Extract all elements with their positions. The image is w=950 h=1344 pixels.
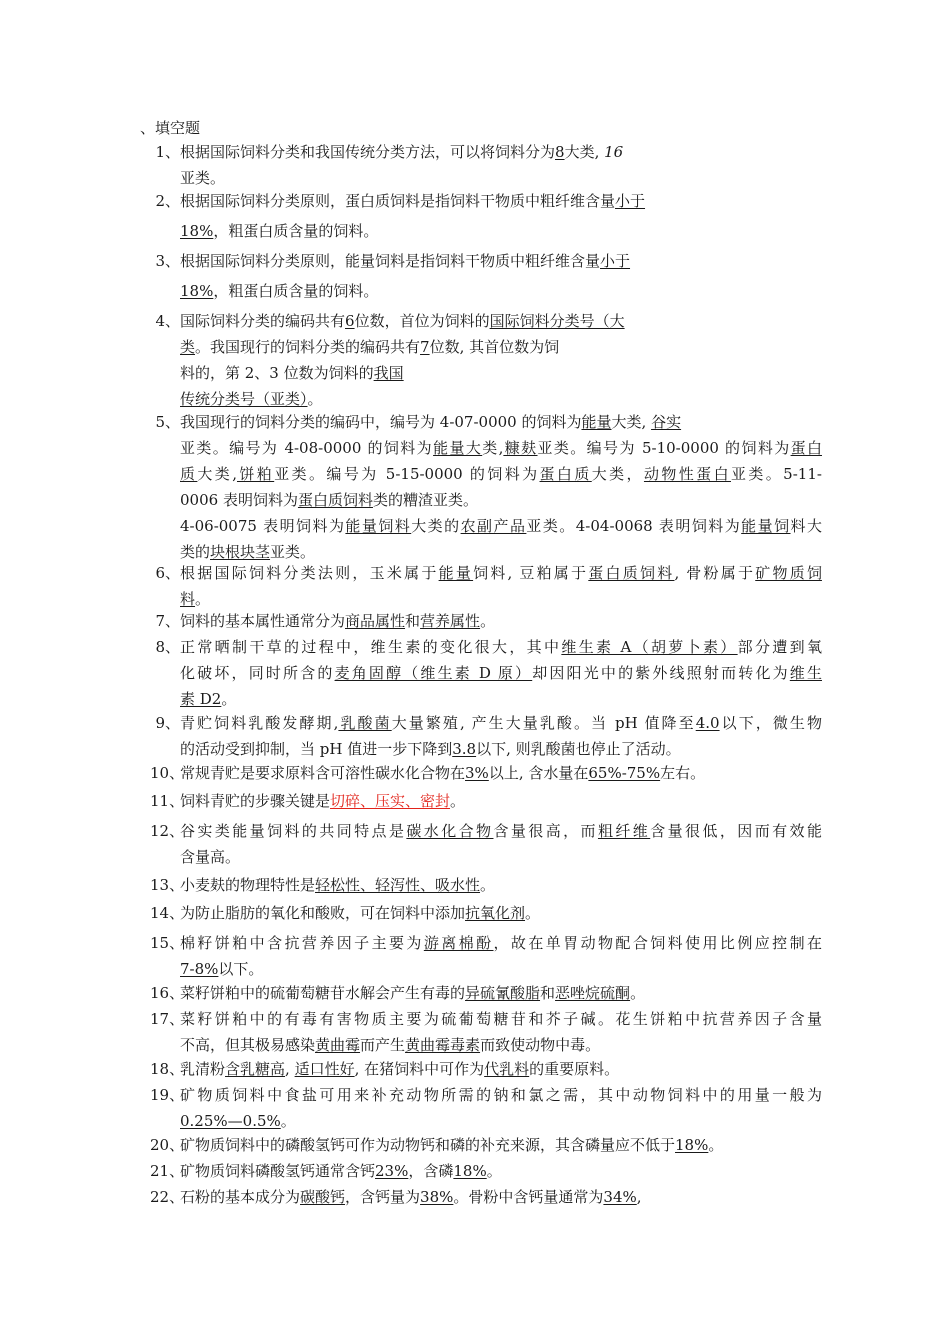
answer-blank: 34% xyxy=(603,1188,637,1206)
question-number: 2、 xyxy=(155,192,180,210)
answer-blank: 3% xyxy=(465,764,489,782)
answer-blank: 饼粕 xyxy=(236,465,275,483)
question-number: 10、 xyxy=(150,764,185,782)
answer-blank: 商品属性 xyxy=(345,612,406,630)
answer-blank: 矿物质饲 xyxy=(755,564,822,582)
question-number: 6、 xyxy=(155,564,180,582)
answer-blank: 18% xyxy=(675,1136,709,1154)
answer-blank: 4.0 xyxy=(695,714,720,732)
answer-blank: 抗氧化剂 xyxy=(465,904,526,922)
question-number: 21、 xyxy=(150,1162,185,1180)
answer-blank: 18% xyxy=(180,222,214,240)
answer-blank: 黄曲霉毒素 xyxy=(405,1036,481,1054)
answer-blank: 6 xyxy=(345,312,355,330)
answer-blank: 恶唑烷硫酮 xyxy=(555,984,631,1002)
answer-blank: 蛋白质 xyxy=(539,465,592,483)
answer-blank: 18% xyxy=(180,282,214,300)
answer-blank: 23% xyxy=(375,1162,409,1180)
question-number: 16、 xyxy=(150,984,185,1002)
question-number: 12、 xyxy=(150,822,185,840)
answer-blank: 7-8% xyxy=(180,960,219,978)
answer-blank: 黄曲霉 xyxy=(315,1036,361,1054)
section-title: 、填空题 xyxy=(140,119,201,137)
answer-blank: 能量饲 xyxy=(741,517,791,535)
answer-blank: 糠麸 xyxy=(503,439,538,457)
answer-blank: 0.25%—0.5% xyxy=(180,1112,281,1130)
answer-blank: 块根块茎 xyxy=(210,543,271,561)
answer-blank: 粗纤维 xyxy=(597,822,651,840)
answer-blank: 维生 xyxy=(789,664,822,682)
question-number: 7、 xyxy=(155,612,180,630)
answer-blank: 蛋白 xyxy=(790,439,822,457)
answer-blank: 国际饲料分类号（大 xyxy=(489,312,625,330)
answer-blank: 18% xyxy=(453,1162,487,1180)
answer-blank: 轻松性、轻泻性、吸水性 xyxy=(315,876,481,894)
answer-blank: 农副产品 xyxy=(460,517,527,535)
question-number: 15、 xyxy=(150,934,185,952)
answer-blank: 适口性好 xyxy=(294,1060,355,1078)
answer-blank: 麦角固醇（维生素 D 原） xyxy=(334,664,533,682)
answer-blank: 能量 xyxy=(581,413,612,431)
answer-blank: 碳酸钙 xyxy=(300,1188,346,1206)
question-number: 14、 xyxy=(150,904,185,922)
question-number: 9、 xyxy=(155,714,180,732)
question-number: 13、 xyxy=(150,876,185,894)
question-number: 18、 xyxy=(150,1060,185,1078)
question-number: 1、 xyxy=(155,143,180,161)
answer-blank: 谷实 xyxy=(651,413,682,431)
question-number: 5、 xyxy=(155,413,180,431)
answer-blank: 异硫氰酸脂 xyxy=(465,984,541,1002)
question-number: 3、 xyxy=(155,252,180,270)
question-number: 20、 xyxy=(150,1136,185,1154)
answer-blank: 7 xyxy=(420,338,430,356)
answer-blank: 蛋白质饲料 xyxy=(297,491,373,509)
question-number: 22、 xyxy=(150,1188,185,1206)
answer-blank: 切碎、压实、密封 xyxy=(330,792,451,810)
answer-blank: 代乳料 xyxy=(484,1060,530,1078)
answer-blank: 维生素 A（胡萝卜素） xyxy=(561,638,738,656)
answer-blank: 65%-75% xyxy=(588,764,661,782)
answer-blank: 乳酸菌 xyxy=(338,714,392,732)
answer-blank: 蛋白质饲料 xyxy=(588,564,675,582)
answer-blank: 碳水化合物 xyxy=(406,822,494,840)
answer-blank: 小于 xyxy=(600,252,631,270)
answer-blank: 能量 xyxy=(438,564,474,582)
question-number: 11、 xyxy=(150,792,185,810)
answer-blank: 3.8 xyxy=(452,740,477,758)
answer-blank: 游离棉酚 xyxy=(423,934,494,952)
answer-blank: 小于 xyxy=(615,192,646,210)
question-number: 17、 xyxy=(150,1010,185,1028)
answer-blank: 营养属性 xyxy=(420,612,481,630)
answer-blank: 我国 xyxy=(373,364,404,382)
answer-blank: 38% xyxy=(420,1188,454,1206)
answer-blank: 8 xyxy=(555,143,565,161)
document-page: 、填空题 1、 根据国际饲料分类和我国传统分类方法，可以将饲料分为8大类, 16 亚类。 2、 根据国际饲料分类原则，蛋白质饲料是指饲料干物质中粗纤维含量小于 18%，粗蛋白质含量的饲料。 3、 根据国际饲料分类原则，能量饲料是指饲料干物质中粗纤维含量小于 18%，粗蛋白质含量的饲料。 4、 国际饲料分类的编码共有6位数，首位为饲料的国际饲料分类号（大 类。我国现行的饲料分类的编码共有7位数, 其首位数为饲 料的，第 2、3 位数为饲料的我国 传统分类号（亚类）。 5、 我国现行的饲料分类的编码中，编号为 4-07-0000 的饲料为能量大类, 谷实 亚类。编号为 4-08-0000 的饲料为能量大类,糠麸亚类。编号为 5-10-0000 的饲料为蛋白 质大类,饼粕亚类。编号为 5-15-0000 的饲料为蛋白质大类，动物性蛋白亚类。5-11- 0006 表明饲料为蛋白质饲料类的糟渣亚类。 4-06-0075 表明饲料为能量饲料大类的农副产品亚类。4-04-0068 表明饲料为能量饲料大 类的块根块茎亚类。 6、 根据国际饲料分类法则，玉米属于能量饲料, 豆粕属于蛋白质饲料, 骨粉属于矿物质饲 料。 7、 饲料的基本属性通常分为商品属性和营养属性。 8、 正常晒制干草的过程中，维生素的变化很大，其中维生素 A（胡萝卜素）部分遭到氧 化破坏，同时所含的麦角固醇（维生素 D 原）却因阳光中的紫外线照射而转化为维生 素 D2。 9、 青贮饲料乳酸发酵期,乳酸菌大量繁殖, 产生大量乳酸。当 pH 值降至4.0以下，微生物 的活动受到抑制，当 pH 值进一步下降到3.8以下, 则乳酸菌也停止了活动。 10、 常规青贮是要求原料含可溶性碳水化合物在3%以上, 含水量在65%-75%左右。 11、 饲料青贮的步骤关键是切碎、压实、密封。 12、 谷实类能量饲料的共同特点是碳水化合物含量很高，而粗纤维含量很低，因而有效能 含量高。 13、 小麦麸的物理特性是轻松性、轻泻性、吸水性。 14、 为防止脂肪的氧化和酸败，可在饲料中添加抗氧化剂。 15、 棉籽饼粕中含抗营养因子主要为游离棉酚，故在单胃动物配合饲料使用比例应控制在 7-8%以下。 16、 菜籽饼粕中的硫葡萄糖苷水解会产生有毒的异硫氰酸脂和恶唑烷硫酮。 17、 菜籽饼粕中的有毒有害物质主要为硫葡萄糖苷和芥子碱。花生饼粕中抗营养因子含量 不高，但其极易感染黄曲霉而产生黄曲霉毒素而致使动物中毒。 18、 乳清粉含乳糖高, 适口性好, 在猪饲料中可作为代乳料的重要原料。 19、 矿物质饲料中食盐可用来补充动物所需的钠和氯之需，其中动物饲料中的用量一般为 0.25%—0.5%。 20、 矿物质饲料中的磷酸氢钙可作为动物钙和磷的补充来源，其含磷量应不低于18%。 21、 矿物质饲料磷酸氢钙通常含钙23%，含磷18%。 22、 石粉的基本成分为碳酸钙，含钙量为38%。骨粉中含钙量通常为34%, xyxy=(0,0,950,1344)
answer-blank: 能量饲料 xyxy=(345,517,412,535)
answer-blank: 含乳糖高 xyxy=(225,1060,286,1078)
answer-blank: 16 xyxy=(604,143,624,161)
question-number: 4、 xyxy=(155,312,180,330)
answer-blank: 能量大 xyxy=(433,439,483,457)
question-number: 19、 xyxy=(150,1086,185,1104)
question-number: 8、 xyxy=(155,638,180,656)
answer-blank: 动物性蛋白 xyxy=(643,465,731,483)
